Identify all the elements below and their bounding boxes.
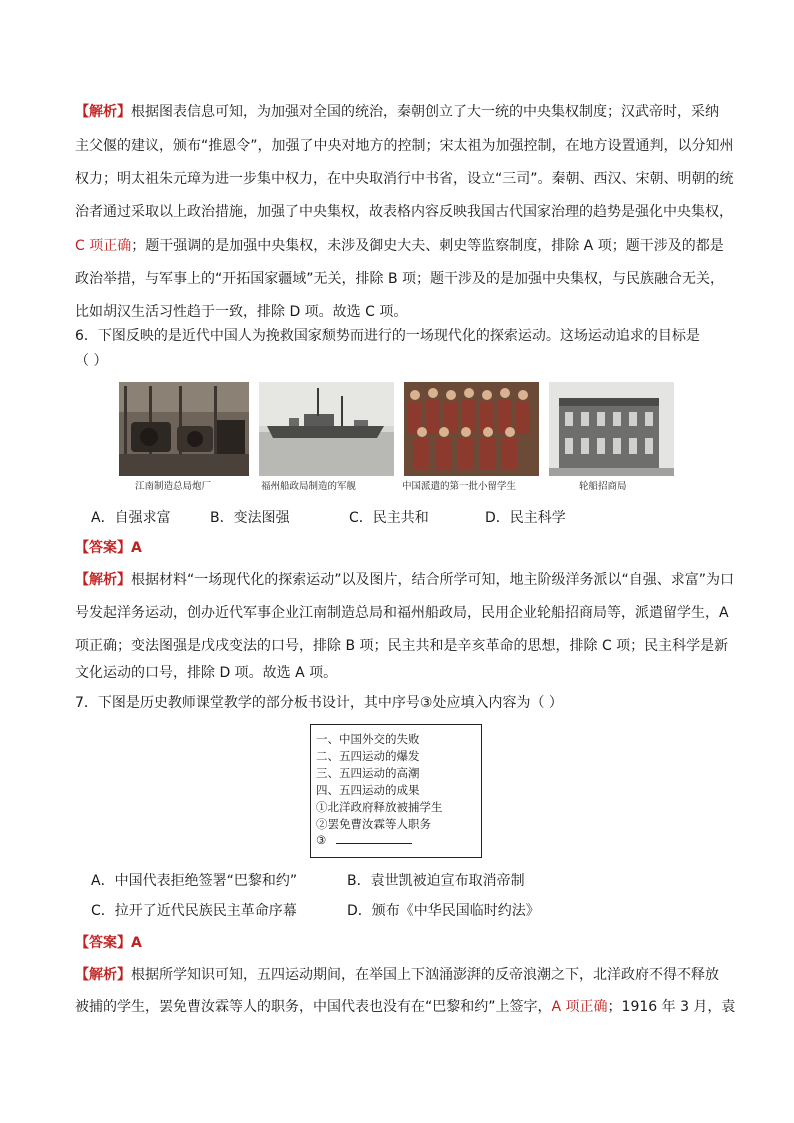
option-c: C．民主共和 (349, 510, 429, 526)
photo-caption: 中国派遣的第一批小留学生 (402, 481, 517, 492)
option-b: B．袁世凯被迫宣布取消帝制 (347, 873, 525, 889)
analysis-line: 政治举措，与军事上的“开拓国家疆域”无关，排除 B 项；题干涉及的是加强中央集权，与民族融合无关， (75, 271, 725, 287)
photo-caption: 轮船招商局 (579, 481, 627, 492)
analysis-label: 【解析】 (75, 967, 131, 983)
answer-line: 【答案】A (75, 540, 142, 556)
photo-caption: 江南制造总局炮厂 (135, 481, 212, 492)
answer-paren: （ ） (75, 353, 108, 369)
analysis-line: 文化运动的口号，排除 D 项。故选 A 项。 (75, 665, 338, 681)
analysis-label: 【解析】 (75, 104, 131, 120)
board-line: 四、五四运动的成果 (316, 783, 420, 797)
students-photo (404, 382, 539, 476)
analysis-line: 被捕的学生，罢免曹汝霖等人的职务，中国代表也没有在“巴黎和约”上签字，A 项正确；1916 年 3 月，袁 (75, 999, 736, 1015)
board-line: ①北洋政府释放被捕学生 (316, 800, 443, 814)
analysis-line: 比如胡汉生活习性趋于一致，排除 D 项。故选 C 项。 (75, 304, 408, 320)
analysis-line: 号发起洋务运动，创办近代军事企业江南制造总局和福州船政局，民用企业轮船招商局等，派遣留学生，A (75, 605, 729, 621)
option-c: C．拉开了近代民族民主革命序幕 (91, 903, 297, 919)
steamship-company-photo (549, 382, 674, 476)
analysis-label: 【解析】 (75, 572, 131, 588)
photo-strip (119, 382, 679, 492)
option-d: D．民主科学 (485, 510, 566, 526)
board-blank-line: ③ (316, 833, 412, 847)
analysis-line: 【解析】根据图表信息可知，为加强对全国的统治，秦朝创立了大一统的中央集权制度；汉武帝时，采纳 (75, 104, 719, 120)
analysis-line: 【解析】根据所学知识可知，五四运动期间，在举国上下汹涌澎湃的反帝浪潮之下，北洋政府不得不释放 (75, 967, 719, 983)
blackboard-design (310, 724, 482, 858)
board-line: 一、中国外交的失败 (316, 732, 420, 746)
analysis-line: 项正确；变法图强是戊戌变法的口号，排除 B 项；民主共和是辛亥革命的思想，排除 C 项；民主科学是新 (75, 638, 729, 654)
analysis-line: 主父偃的建议，颁布“推恩令”，加强了中央对地方的控制；宋太祖为加强控制，在地方设置通判，以分知州 (75, 138, 734, 154)
photo-caption: 福州船政局制造的军舰 (261, 481, 357, 492)
question-stem: 7．下图是历史教师课堂教学的部分板书设计，其中序号③处应填入内容为（ ） (75, 695, 563, 711)
answer-value: A (131, 540, 142, 556)
analysis-line: C 项正确；题干强调的是加强中央集权，未涉及御史大夫、刺史等监察制度，排除 A 项；题干涉及的都是 (75, 238, 724, 254)
answer-value: A (131, 935, 142, 951)
analysis-line: 【解析】根据材料“一场现代化的探索运动”以及图片，结合所学可知，地主阶级洋务派以“自强、求富”为口 (75, 572, 735, 588)
board-line: 二、五四运动的爆发 (316, 749, 420, 763)
option-a: A．自强求富 (91, 510, 171, 526)
analysis-line: 权力；明太祖朱元璋为进一步集中权力，在中央取消行中书省，设立“三司”。秦朝、西汉、宋朝、明朝的统 (75, 171, 734, 187)
board-line: ②罢免曹汝霖等人职务 (316, 817, 431, 831)
warship-photo (259, 382, 394, 476)
answer-line: 【答案】A (75, 935, 142, 951)
option-a: A．中国代表拒绝签署“巴黎和约” (91, 873, 298, 889)
fill-in-blank (336, 833, 412, 844)
question-stem: 6．下图反映的是近代中国人为挽救国家颓势而进行的一场现代化的探索运动。这场运动追求的目标是 (75, 328, 700, 344)
option-d: D．颁布《中华民国临时约法》 (347, 903, 540, 919)
analysis-line: 治者通过采取以上政治措施，加强了中央集权，故表格内容反映我国古代国家治理的趋势是强化中央集权， (75, 204, 733, 220)
board-line: 三、五四运动的高潮 (316, 766, 420, 780)
arsenal-photo (119, 382, 249, 476)
option-b: B．变法图强 (210, 510, 290, 526)
